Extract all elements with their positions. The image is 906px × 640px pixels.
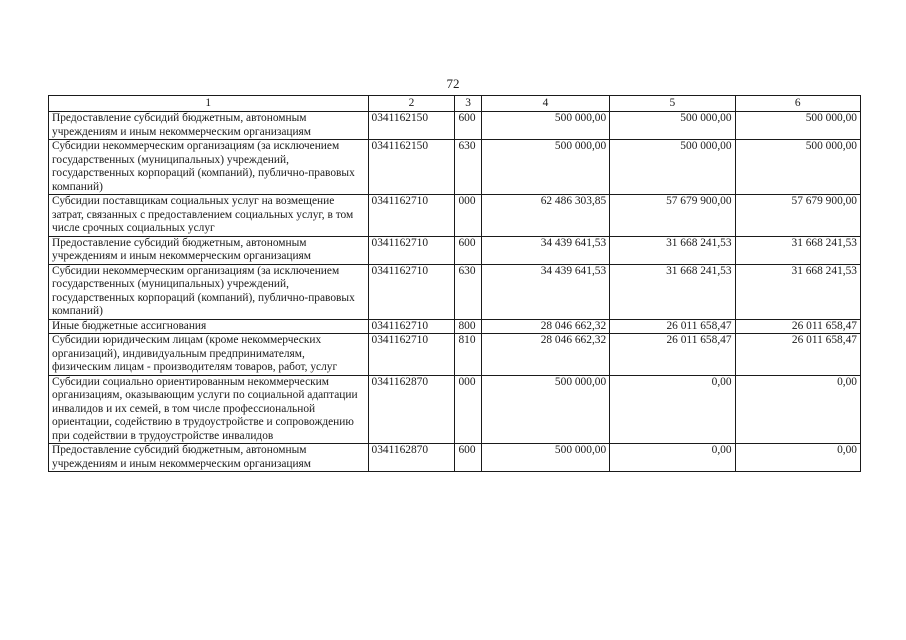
row-value-5: 0,00 (610, 444, 735, 472)
row-value-6: 26 011 658,47 (735, 334, 860, 376)
row-value-6: 0,00 (735, 375, 860, 444)
row-code: 0341162870 (368, 375, 455, 444)
table-row (49, 319, 861, 334)
row-value-5: 0,00 (610, 375, 735, 444)
row-value-5: 57 679 900,00 (610, 195, 735, 237)
row-type: 630 (455, 140, 481, 195)
row-value-5: 31 668 241,53 (610, 236, 735, 264)
row-code: 0341162710 (368, 236, 455, 264)
column-header-3: 3 (455, 96, 481, 112)
row-value-5: 500 000,00 (610, 140, 735, 195)
table-row (49, 375, 861, 444)
column-header-6: 6 (735, 96, 860, 112)
row-name: Субсидии некоммерческим организациям (за исключением государственных (муниципальных) учреждений, государственных корпораций (компаний), публично-правовых компаний) (49, 140, 369, 195)
row-value-4: 34 439 641,53 (481, 264, 609, 319)
row-value-6: 0,00 (735, 444, 860, 472)
row-type: 600 (455, 236, 481, 264)
row-code: 0341162150 (368, 140, 455, 195)
row-name: Предоставление субсидий бюджетным, автономным учреждениям и иным некоммерческим организациям (49, 236, 369, 264)
row-value-4: 500 000,00 (481, 112, 609, 140)
row-type: 800 (455, 319, 481, 334)
row-value-5: 31 668 241,53 (610, 264, 735, 319)
row-name: Предоставление субсидий бюджетным, автономным учреждениям и иным некоммерческим организациям (49, 444, 369, 472)
row-code: 0341162710 (368, 319, 455, 334)
row-value-4: 28 046 662,32 (481, 319, 609, 334)
row-value-6: 500 000,00 (735, 140, 860, 195)
row-value-4: 62 486 303,85 (481, 195, 609, 237)
row-value-5: 500 000,00 (610, 112, 735, 140)
row-code: 0341162150 (368, 112, 455, 140)
row-value-4: 500 000,00 (481, 140, 609, 195)
row-type: 810 (455, 334, 481, 376)
row-type: 000 (455, 375, 481, 444)
row-value-5: 26 011 658,47 (610, 334, 735, 376)
row-name: Субсидии социально ориентированным некоммерческим организациям, оказывающим услуги по социальной адаптации инвалидов и их семей, в том числе профессиональной ориентации, содействию в трудоустройстве и сопровождению при содействии в трудоустройстве инвалидов (49, 375, 369, 444)
table-row (49, 140, 861, 195)
row-value-6: 57 679 900,00 (735, 195, 860, 237)
table-row (49, 112, 861, 140)
row-type: 600 (455, 112, 481, 140)
row-value-6: 26 011 658,47 (735, 319, 860, 334)
row-name: Субсидии юридическим лицам (кроме некоммерческих организаций), индивидуальным предпринимателям, физическим лицам - производителям товаров, работ, услуг (49, 334, 369, 376)
row-name: Субсидии некоммерческим организациям (за исключением государственных (муниципальных) учреждений, государственных корпораций (компаний), публично-правовых компаний) (49, 264, 369, 319)
row-value-4: 500 000,00 (481, 444, 609, 472)
row-name: Иные бюджетные ассигнования (49, 319, 369, 334)
row-code: 0341162710 (368, 195, 455, 237)
row-value-6: 31 668 241,53 (735, 236, 860, 264)
row-code: 0341162870 (368, 444, 455, 472)
row-value-4: 28 046 662,32 (481, 334, 609, 376)
row-code: 0341162710 (368, 334, 455, 376)
row-name: Субсидии поставщикам социальных услуг на возмещение затрат, связанных с предоставлением социальных услуг, в том числе срочных социальных услуг (49, 195, 369, 237)
header-row (49, 96, 861, 112)
row-code: 0341162710 (368, 264, 455, 319)
row-type: 000 (455, 195, 481, 237)
row-value-6: 500 000,00 (735, 112, 860, 140)
table-row (49, 444, 861, 472)
column-header-1: 1 (49, 96, 369, 112)
row-name: Предоставление субсидий бюджетным, автономным учреждениям и иным некоммерческим организациям (49, 112, 369, 140)
row-type: 630 (455, 264, 481, 319)
row-value-6: 31 668 241,53 (735, 264, 860, 319)
table-row (49, 195, 861, 237)
column-header-5: 5 (610, 96, 735, 112)
table-row (49, 236, 861, 264)
row-type: 600 (455, 444, 481, 472)
table-row (49, 264, 861, 319)
column-header-4: 4 (481, 96, 609, 112)
page-number: 72 (446, 76, 460, 91)
row-value-4: 34 439 641,53 (481, 236, 609, 264)
budget-table (48, 95, 861, 472)
row-value-4: 500 000,00 (481, 375, 609, 444)
column-header-2: 2 (368, 96, 455, 112)
row-value-5: 26 011 658,47 (610, 319, 735, 334)
table-row (49, 334, 861, 376)
